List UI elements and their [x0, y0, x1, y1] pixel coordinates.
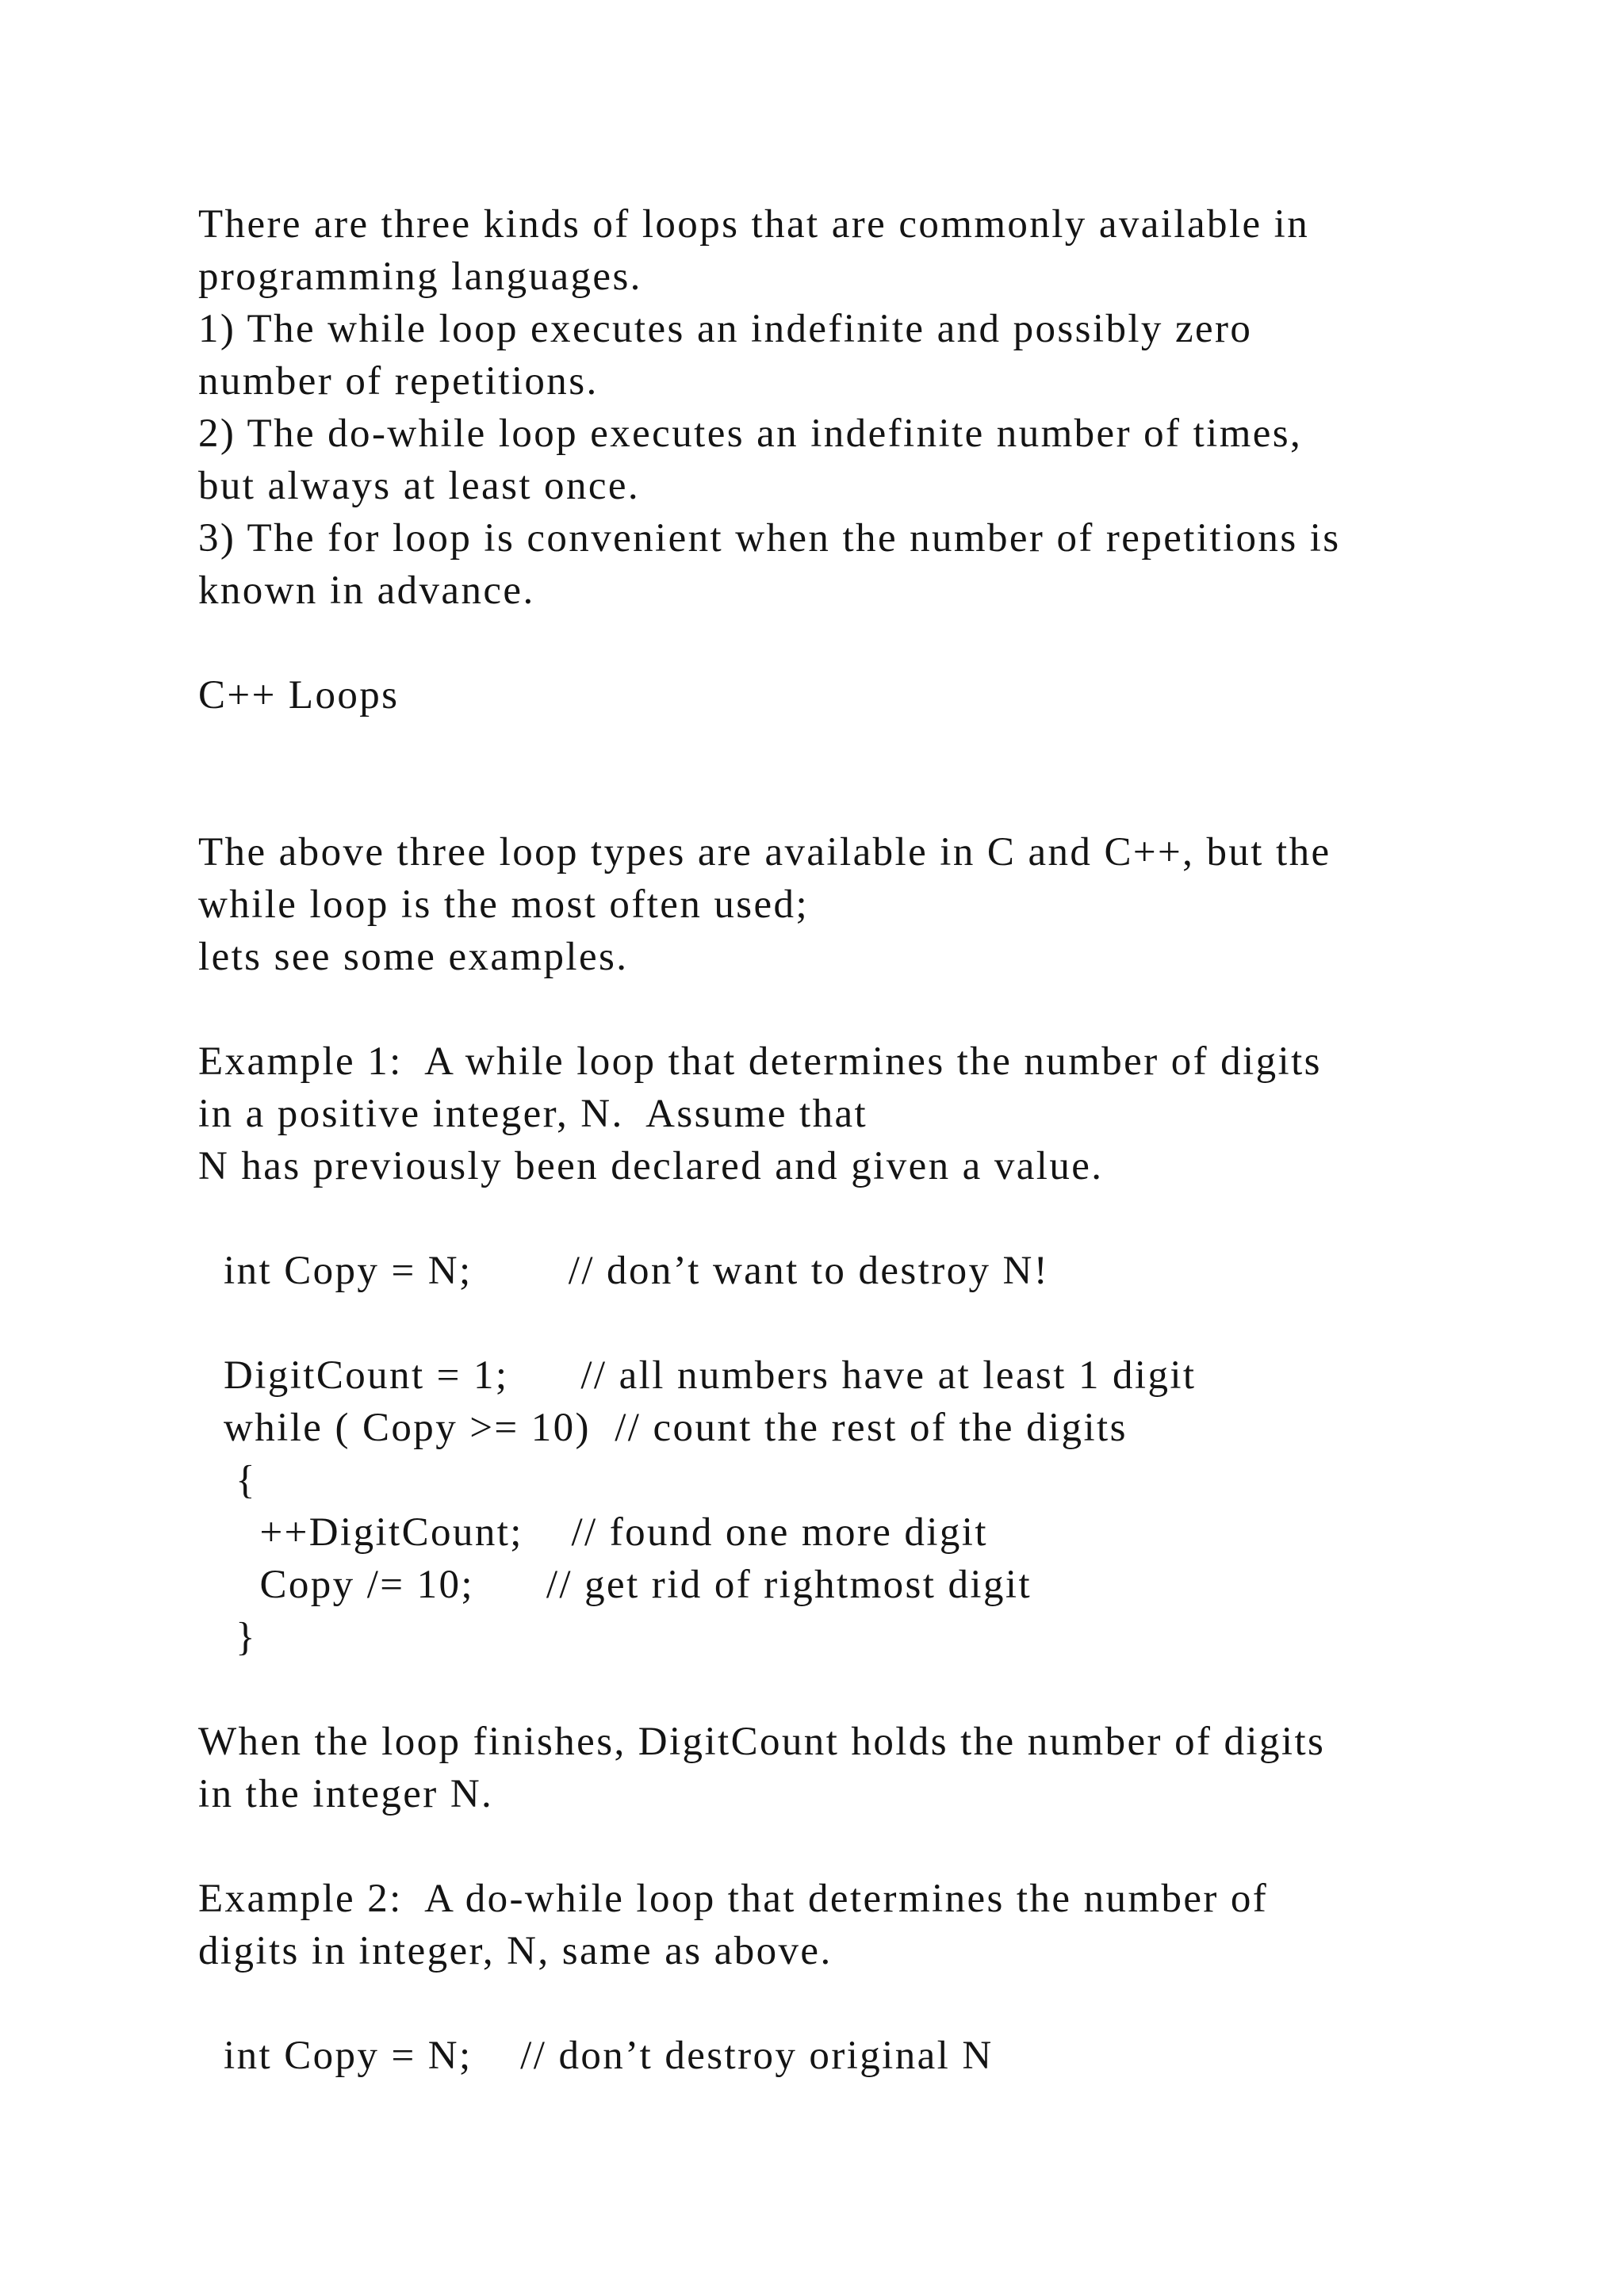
code1-line-1: int Copy = N; // don’t want to destroy N! [224, 1249, 1050, 1293]
para2-line-2: while loop is the most often used; [198, 882, 810, 927]
para2-line-1: The above three loop types are available in C and C++, but the [198, 830, 1331, 874]
intro-line-1: There are three kinds of loops that are commonly available in [198, 202, 1310, 247]
code1-line-2: DigitCount = 1; // all numbers have at least 1 digit [224, 1353, 1197, 1398]
intro-line-2: programming languages. [198, 254, 642, 299]
code1-line-7: } [224, 1615, 258, 1659]
intro-line-8: known in advance. [198, 568, 535, 613]
code1-line-6: Copy /= 10; // get rid of rightmost digit [224, 1563, 1032, 1607]
code1-line-5: ++DigitCount; // found one more digit [224, 1510, 988, 1555]
section-heading: C++ Loops [198, 673, 400, 718]
intro-line-5: 2) The do-while loop executes an indefinite number of times, [198, 411, 1303, 456]
example1-line-3: N has previously been declared and given a value. [198, 1144, 1104, 1188]
example1-line-2: in a positive integer, N. Assume that [198, 1092, 868, 1136]
code1-line-3: while ( Copy >= 10) // count the rest of the digits [224, 1406, 1128, 1450]
example1-line-1: Example 1: A while loop that determines the number of digits [198, 1039, 1322, 1084]
example2-line-1: Example 2: A do-while loop that determines the number of [198, 1877, 1269, 1921]
para2-line-3: lets see some examples. [198, 935, 629, 979]
after1-line-1: When the loop finishes, DigitCount holds the number of digits [198, 1720, 1326, 1764]
example2-line-2: digits in integer, N, same as above. [198, 1929, 833, 1973]
code2-line-1: int Copy = N; // don’t destroy original N [224, 2034, 994, 2078]
intro-line-7: 3) The for loop is convenient when the number of repetitions is [198, 516, 1341, 561]
intro-line-4: number of repetitions. [198, 359, 599, 404]
intro-line-6: but always at least once. [198, 464, 641, 508]
code1-line-4: { [224, 1458, 258, 1502]
intro-line-3: 1) The while loop executes an indefinite and possibly zero [198, 307, 1253, 351]
after1-line-2: in the integer N. [198, 1772, 494, 1816]
